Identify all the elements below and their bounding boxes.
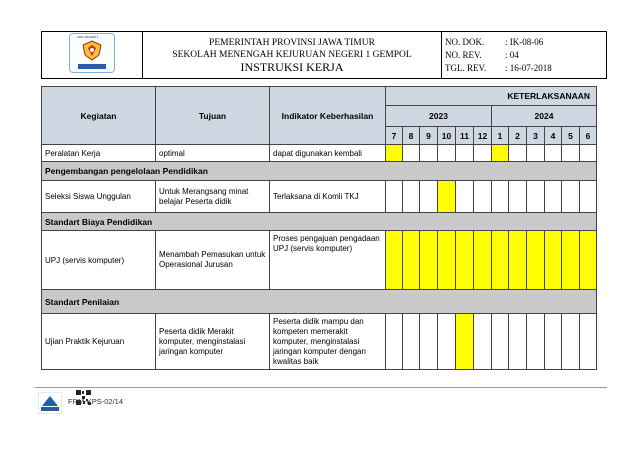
- schedule-cell: [403, 145, 420, 162]
- rev-value: : 04: [505, 49, 519, 60]
- gov-line: PEMERINTAH PROVINSI JAWA TIMUR: [209, 38, 375, 48]
- indikator-cell: Terlaksana di Komli TKJ: [270, 181, 386, 213]
- schedule-cell: [492, 181, 509, 213]
- schedule-cell-filled: [456, 314, 474, 370]
- month-cell: 3: [527, 127, 545, 145]
- schedule-cell: [580, 145, 597, 162]
- schedule-cell: [509, 314, 527, 370]
- schedule-cell: [474, 181, 492, 213]
- document-header: [41, 31, 607, 79]
- kegiatan-cell: Seleksi Siswa Unggulan: [42, 181, 156, 213]
- schedule-cell: [562, 181, 580, 213]
- header-indikator: Indikator Keberhasilan: [270, 87, 386, 145]
- schedule-cell: [545, 145, 562, 162]
- kegiatan-cell: UPJ (servis komputer): [42, 231, 156, 290]
- schedule-cell: [420, 181, 438, 213]
- month-cell: 12: [474, 127, 492, 145]
- schedule-cell: [545, 314, 562, 370]
- doc-title: INSTRUKSI KERJA: [240, 60, 344, 74]
- section-row: [42, 213, 597, 231]
- header-kegiatan: Kegiatan: [42, 87, 156, 145]
- section-row: [42, 290, 597, 314]
- schedule-cell: [474, 145, 492, 162]
- month-cell: 10: [438, 127, 456, 145]
- schedule-cell: [527, 145, 545, 162]
- table-row: [42, 145, 597, 162]
- schedule-cell-filled: [420, 231, 438, 290]
- table-row: [42, 231, 597, 290]
- schedule-cell: [527, 181, 545, 213]
- schedule-cell-filled: [580, 231, 597, 290]
- emblem-icon: [79, 39, 105, 63]
- schedule-cell: [509, 145, 527, 162]
- table-row: [42, 181, 597, 213]
- section-row: [42, 162, 597, 181]
- schedule-cell-filled: [492, 231, 509, 290]
- section-title: Pengembangan pengelolaan Pendidikan: [42, 162, 597, 181]
- schedule-cell: [545, 181, 562, 213]
- kegiatan-cell: Ujian Praktik Kejuruan: [42, 314, 156, 370]
- month-cell: 1: [492, 127, 509, 145]
- school-line: SEKOLAH MENENGAH KEJURUAN NEGERI 1 GEMPOL: [172, 50, 412, 60]
- doc-no-label: NO. DOK.: [445, 36, 485, 47]
- schedule-cell-filled: [438, 231, 456, 290]
- form-code: FRM-KPS-02/14: [68, 397, 124, 406]
- schedule-cell-filled: [492, 145, 509, 162]
- tujuan-cell: Menambah Pemasukan untuk Operasional Jurusan: [156, 231, 270, 290]
- schedule-cell: [403, 181, 420, 213]
- month-cell: 4: [545, 127, 562, 145]
- school-logo: [69, 33, 115, 73]
- logo-cell: [42, 32, 143, 79]
- rev-date-label: TGL. REV.: [445, 62, 487, 73]
- month-cell: 8: [403, 127, 420, 145]
- indikator-cell: Peserta didik mampu dan kompeten memerakit komputer, menginstalasi jaringan komputer dengan kwalitas baik: [270, 314, 386, 370]
- month-cell: 9: [420, 127, 438, 145]
- schedule-cell: [474, 314, 492, 370]
- rev-date-row: [445, 62, 606, 75]
- month-cell: 6: [580, 127, 597, 145]
- footer-divider: [35, 387, 607, 388]
- schedule-cell: [456, 181, 474, 213]
- month-cell: 2: [509, 127, 527, 145]
- tujuan-cell: Untuk Merangsang minat belajar Peserta didik: [156, 181, 270, 213]
- header-year-2023: 2023: [386, 106, 492, 127]
- schedule-cell-filled: [386, 231, 403, 290]
- doc-no-row: [445, 36, 606, 49]
- schedule-cell-filled: [438, 181, 456, 213]
- schedule-cell: [456, 145, 474, 162]
- certification-logo-icon: [38, 392, 62, 414]
- tujuan-cell: Peserta didik Merakit komputer, menginstalasi jaringan komputer: [156, 314, 270, 370]
- rev-label: NO. REV.: [445, 49, 482, 60]
- schedule-cell-filled: [562, 231, 580, 290]
- rev-row: [445, 49, 606, 62]
- schedule-cell: [403, 314, 420, 370]
- schedule-cell-filled: [545, 231, 562, 290]
- rev-date-value: : 16-07-2018: [505, 62, 552, 73]
- school-logo-text: SMK NEGERI 1: [77, 34, 99, 39]
- schedule-cell-filled: [527, 231, 545, 290]
- schedule-cell-filled: [474, 231, 492, 290]
- indikator-cell: dapat digunakan kembali: [270, 145, 386, 162]
- header-tujuan: Tujuan: [156, 87, 270, 145]
- month-cell: 11: [456, 127, 474, 145]
- schedule-cell-filled: [456, 231, 474, 290]
- schedule-cell: [562, 314, 580, 370]
- schedule-cell: [420, 314, 438, 370]
- schedule-cell: [386, 314, 403, 370]
- schedule-cell: [509, 181, 527, 213]
- section-title: Standart Penilaian: [42, 290, 597, 314]
- schedule-cell: [438, 145, 456, 162]
- title-cell: [143, 32, 442, 79]
- schedule-cell: [580, 314, 597, 370]
- header-keterlaksanaan: KETERLAKSANAAN: [386, 87, 597, 106]
- table-row: [42, 314, 597, 370]
- activity-table: [41, 86, 597, 370]
- schedule-cell-filled: [403, 231, 420, 290]
- doc-info-cell: [442, 32, 607, 79]
- tujuan-cell: optimal: [156, 145, 270, 162]
- schedule-cell: [438, 314, 456, 370]
- schedule-cell: [492, 314, 509, 370]
- schedule-cell-filled: [386, 145, 403, 162]
- indikator-cell: Proses pengajuan pengadaan UPJ (servis komputer): [270, 231, 386, 290]
- schedule-cell: [386, 181, 403, 213]
- section-title: Standart Biaya Pendidikan: [42, 213, 597, 231]
- schedule-cell: [527, 314, 545, 370]
- month-cell: 7: [386, 127, 403, 145]
- schedule-cell: [562, 145, 580, 162]
- header-year-2024: 2024: [492, 106, 597, 127]
- schedule-cell: [580, 181, 597, 213]
- doc-no-value: : IK-08-06: [505, 36, 544, 47]
- schedule-cell: [420, 145, 438, 162]
- logo-band: [78, 64, 106, 69]
- month-cell: 5: [562, 127, 580, 145]
- schedule-cell-filled: [509, 231, 527, 290]
- kegiatan-cell: Peralatan Kerja: [42, 145, 156, 162]
